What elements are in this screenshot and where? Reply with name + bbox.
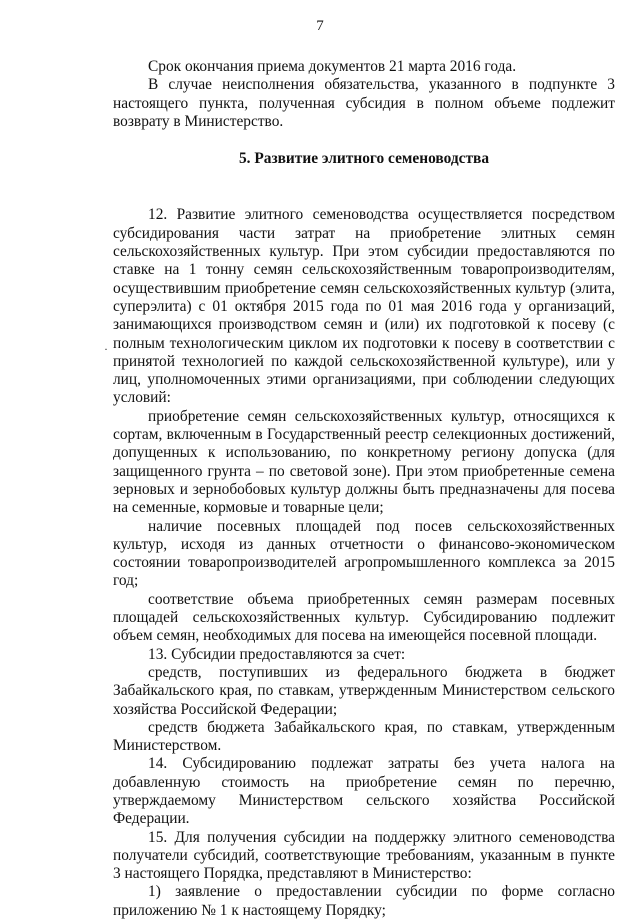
paragraph-13: 13. Субсидии предоставляются за счет: [148,645,406,663]
paragraph-condition-3: соответствие объема приобретенных семян размерам посевных площадей сельскохозяйственных культур. Субсидированию подлежит объем семян, необходимых для посева на имеющейся посевной площади. [113,590,615,645]
paragraph-deadline: Срок окончания приема документов 21 марта 2016 года. [148,58,517,75]
paragraph-12: 12. Развитие элитного семеноводства осуществляется посредством субсидирования части затрат на приобретение элитных семян сельскохозяйственных культур. При этом субсидии предоставляются по ставке на 1 тонну семян сельскохозяйственным товаропроизводителям, осуществившим приобретение семян сельскохозяйственных культур (элита, суперэлита) с 01 октября 2015 года по 01 мая 2016 года у организаций, занимающихся производством семян и (или) их подготовкой к посеву (с полным технологическим циклом их подготовки к посеву в соответствии с принятой технологией по каждой сельскохозяйственной культуре), или у лиц, уполномоченных этими организациями, при соблюдении следующих условий: [113,206,615,407]
section-heading: 5. Развитие элитного семеноводства [238,150,490,168]
paragraph-13-federal: средств, поступивших из федерального бюджета в бюджет Забайкальского края, по ставкам, утвержденным Министерством сельского хозяйства Российской Федерации; [113,663,615,718]
margin-dot: · [104,342,108,356]
paragraph-14: 14. Субсидированию подлежат затраты без учета налога на добавленную стоимость на приобретение семян по перечню, утверждаемому Министерством сельского хозяйства Российской Федерации. [113,755,615,828]
paragraph-condition-2: наличие посевных площадей под посев сельскохозяйственных культур, исходя из данных отчетности о финансово-экономическом состоянии товаропроизводителей агропромышленного комплекса за 2015 год; [113,517,615,590]
page-number: 7 [316,18,324,34]
paragraph-15: 15. Для получения субсидии на поддержку элитного семеноводства получатели субсидий, соответствующие требованиям, указанным в пункте 3 настоящего Порядка, представляют в Министерство: [113,828,615,883]
document-body [113,58,615,920]
paragraph-15-item-1: 1) заявление о предоставлении субсидии по форме согласно приложению № 1 к настоящему Порядку; [113,883,615,919]
paragraph-refund: В случае неисполнения обязательства, указанного в подпункте 3 настоящего пункта, полученная субсидия в полном объеме подлежит возврату в Министерство. [113,76,615,130]
paragraph-13-regional: средств бюджета Забайкальского края, по ставкам, утвержденным Министерством. [113,718,615,755]
paragraph-condition-1: приобретение семян сельскохозяйственных культур, относящихся к сортам, включенным в Государственный реестр селекционных достижений, допущенных к использованию, по конкретному региону допуска (для защищенного грунта – по световой зоне). При этом приобретенные семена зерновых и зернобобовых культур должны быть предназначены для посева на семенные, кормовые и товарные цели; [113,407,615,517]
